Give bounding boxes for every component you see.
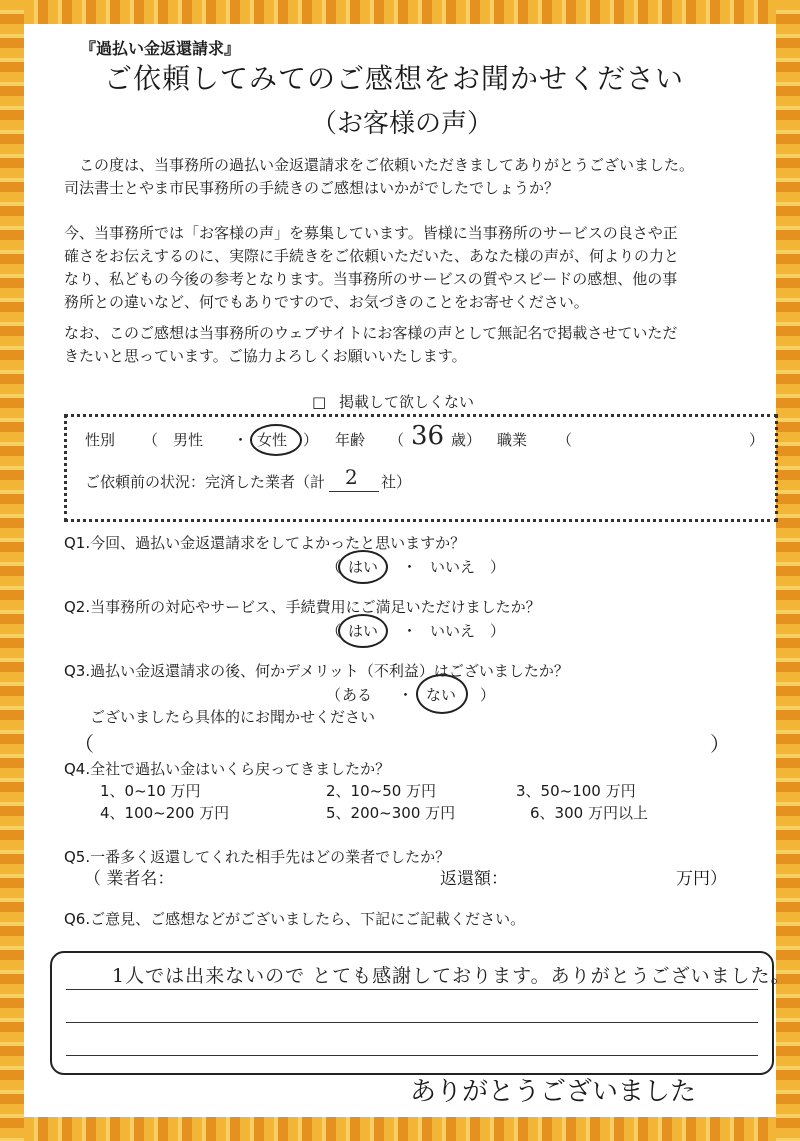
q3-separator: ・ (398, 686, 414, 704)
comment-rule-1 (66, 989, 758, 990)
age-value-handwritten[interactable]: 36 (411, 421, 445, 451)
prior-status-count[interactable]: 2 (345, 465, 358, 489)
q1-close-paren: ） (490, 558, 506, 576)
q4-option-4[interactable]: 4、100~200 万円 (100, 804, 230, 822)
gender-open-paren: （ (143, 431, 159, 449)
intro-paragraph-3: なお、このご感想は当事務所のウェブサイトにお客様の声として無記名で掲載させていただ きたいと思っています。ご協力よろしくお願いいたします。 (64, 324, 678, 365)
question-6: Q6.ご意見、ご感想などがございましたら、下記にご記載ください。 (64, 910, 526, 928)
q4-option-3[interactable]: 3、50~100 万円 (516, 782, 636, 800)
page-title: ご依頼してみてのご感想をお聞かせください (104, 62, 685, 95)
q2-selection-circle (338, 614, 388, 648)
gender-close-paren: ） (303, 431, 319, 449)
gender-male-option[interactable]: 男性 (173, 431, 204, 449)
q1-yes-option[interactable]: はい (348, 558, 379, 576)
prior-status-label: ご依頼前の状況：完済した業者（計 (85, 473, 326, 491)
decorative-border-left (0, 0, 24, 1141)
q4-option-5[interactable]: 5、200~300 万円 (326, 804, 456, 822)
q5-company-label: （ 業者名： (84, 869, 175, 889)
profile-box (64, 414, 778, 522)
decorative-border-top (0, 0, 800, 24)
q1-separator: ・ (402, 558, 418, 576)
q3-detail-field[interactable] (98, 728, 698, 754)
q3-detail-open-paren: （ (74, 732, 94, 756)
survey-sheet (24, 24, 791, 1117)
gender-separator: ・ (233, 431, 249, 449)
age-unit: 歳） (451, 431, 482, 449)
q1-open-paren: （ (326, 558, 342, 576)
q1-selection-circle (338, 550, 388, 584)
q2-yes-option[interactable]: はい (348, 622, 379, 640)
job-open-paren: （ (557, 431, 573, 449)
document-label: 『過払い金返還請求』 (80, 39, 241, 58)
q3-close-paren: ） (480, 686, 496, 704)
gender-label: 性別 (85, 431, 116, 449)
q5-amount-label: 返還額： (440, 869, 508, 889)
closing-thanks: ありがとうございました (410, 1077, 697, 1107)
job-close-paren: ） (749, 431, 765, 449)
page-subtitle: （お客様の声） (311, 109, 494, 139)
q4-option-6[interactable]: 6、300 万円以上 (530, 804, 648, 822)
q2-open-paren: （ (326, 622, 342, 640)
q2-separator: ・ (402, 622, 418, 640)
q5-amount-unit: 万円） (676, 869, 727, 889)
decorative-border-bottom (0, 1117, 800, 1141)
question-4: Q4.全社で過払い金はいくら戻ってきましたか？ (64, 760, 391, 778)
intro-paragraph-2: 今、当事務所では「お客様の声」を募集しています。皆様に当事務所のサービスの良さや正 確さをお伝えするのに、実際に手続きをご依頼いただいた、あなた様の声が、何よりの力と なり、私どもの今後の参考となります。当事務所のサービスの質やスピードの感想、他の事 務所との違いなど、何でもありですので、お気づきのことをお寄せください。 (64, 224, 680, 311)
q2-close-paren: ） (490, 622, 506, 640)
comment-box[interactable] (50, 951, 791, 1075)
publish-opt-out (312, 391, 474, 412)
question-2: Q2.当事務所の対応やサービス、手続費用にご満足いただけましたか？ (64, 598, 541, 616)
q4-option-1[interactable]: 1、0~10 万円 (100, 782, 201, 800)
prior-status-unit: 社） (381, 473, 412, 491)
q1-no-option[interactable]: いいえ (430, 558, 476, 576)
q4-option-2[interactable]: 2、10~50 万円 (326, 782, 437, 800)
gender-female-option[interactable]: 女性 (257, 431, 288, 449)
question-3: Q3.過払い金返還請求の後、何かデメリット（不利益）はございましたか？ (64, 662, 569, 680)
job-label: 職業 (497, 431, 528, 449)
publish-checkbox[interactable]: □ (312, 393, 327, 411)
intro-paragraph-1: この度は、当事務所の過払い金返還請求をご依頼いただきましてありがとうございました。 司法書士とやま市民事務所の手続きのご感想はいかがでしたでしょうか？ (64, 156, 695, 197)
gender-selection-circle (250, 424, 302, 456)
q2-no-option[interactable]: いいえ (430, 622, 476, 640)
q3-detail-prompt: ございましたら具体的にお聞かせください (90, 708, 376, 726)
prior-status-underline (329, 491, 379, 492)
publish-checkbox-label: 掲載して欲しくない (338, 393, 474, 411)
age-open-paren: （ (389, 431, 405, 449)
comment-rule-3 (66, 1055, 758, 1056)
q3-open-paren: （ (326, 686, 342, 704)
handwritten-comment: 1人では出来ないので とても感謝しております。ありがとうございました。 (112, 965, 791, 987)
q3-no-option[interactable]: ない (426, 686, 457, 704)
q3-detail-close-paren: ） (710, 732, 730, 756)
q3-selection-circle (416, 674, 468, 714)
q3-yes-option[interactable]: ある (342, 686, 373, 704)
question-5: Q5.一番多く返還してくれた相手先はどの業者でしたか？ (64, 848, 451, 866)
comment-rule-2 (66, 1022, 758, 1023)
question-1: Q1.今回、過払い金返還請求をしてよかったと思いますか？ (64, 534, 466, 552)
age-label: 年齢 (335, 431, 366, 449)
